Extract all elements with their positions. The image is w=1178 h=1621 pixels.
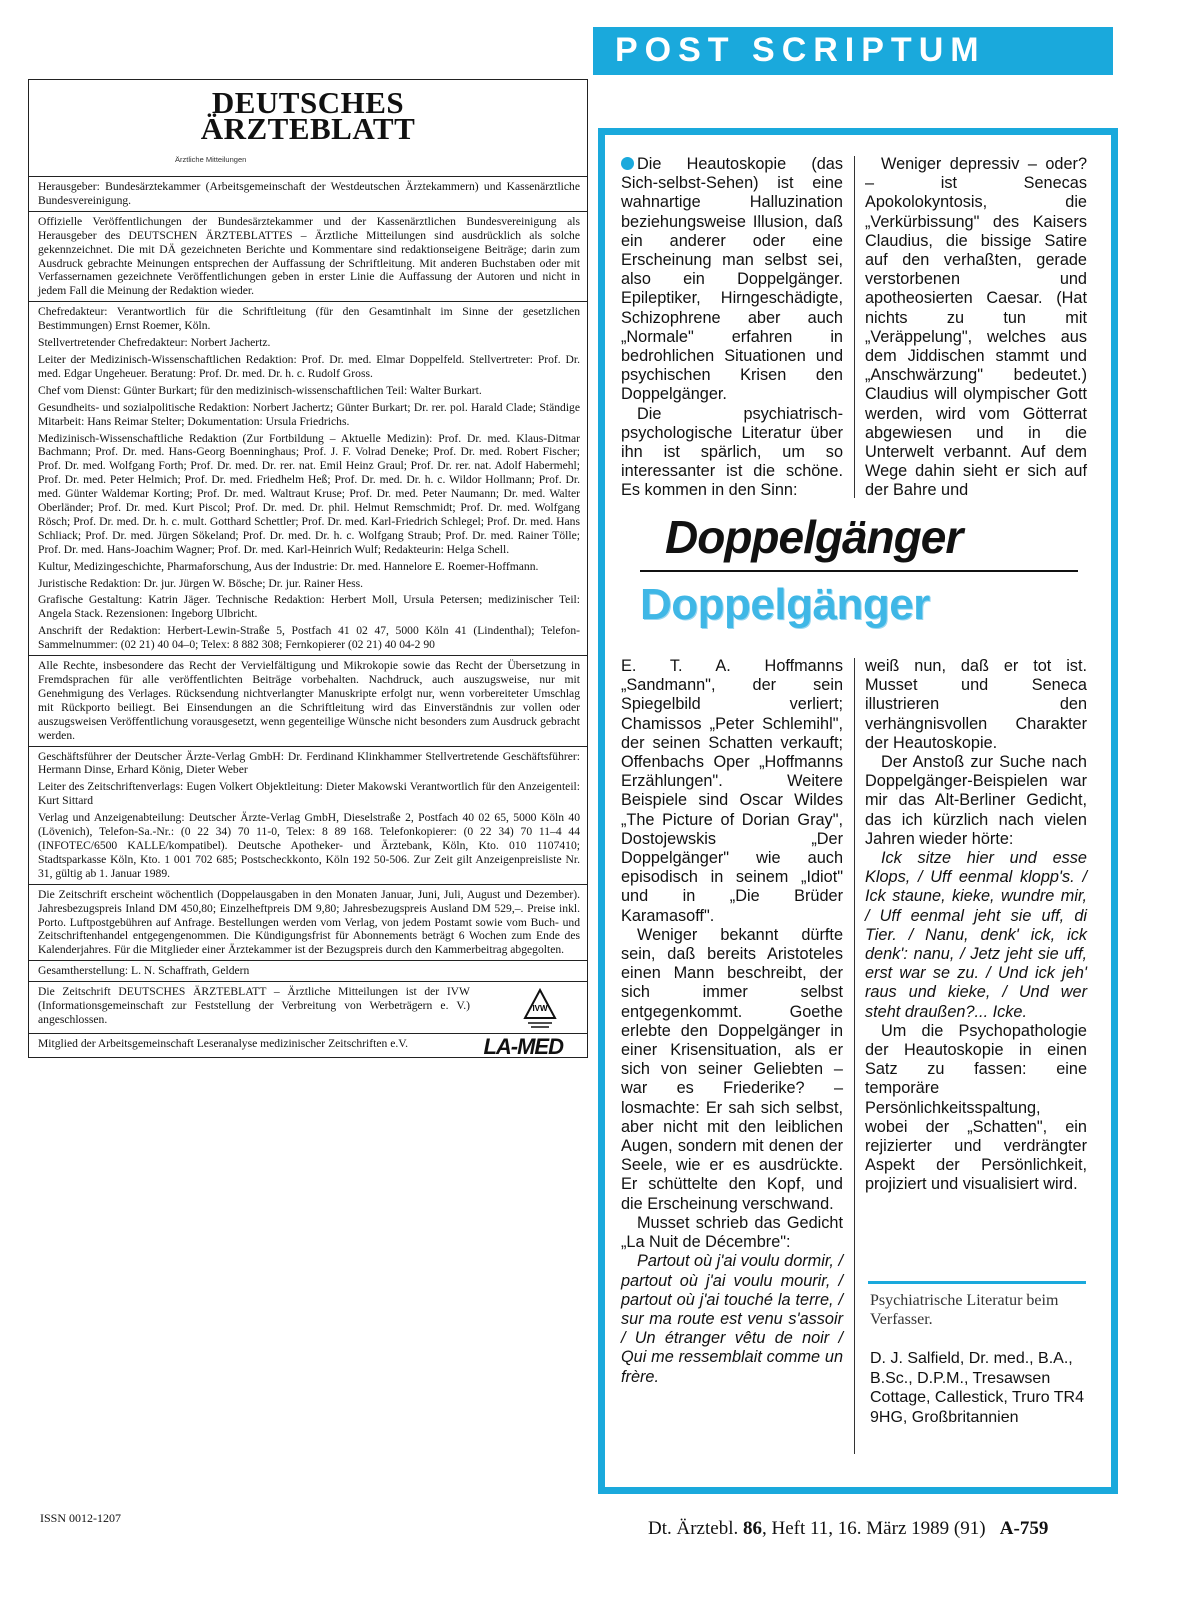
- paragraph: Die Heautoskopie (das Sich-selbst-Sehen) ist eine wahnartige Halluzination beziehungsweise Illusion, daß ein anderer oder eine Erscheinung man selbst sei, also ein Doppelgänger. Epileptiker, Hirngeschädigte, Schizophrene aber auch „Normale" erfahren in bedrohlichen Situationen und psychischen Krisen den Doppelgänger.: [621, 155, 843, 404]
- subscription-text: Die Zeitschrift erscheint wöchentlich (Doppelausgaben in den Monaten Januar, Juni, Juli, August und Dezember). Jahresbezugspreis Inland DM 450,80; Einzelheftpreis DM 9,80; Jahresbezugspreis Ausland DM 529,–. Preise inkl. Porto. Luftpostgebühren auf Anfrage. Bestellungen werden vom Verlag, von jedem Postamt sowie vom Buch- und Zeitschriftenhandel entgegengenommen. Die Kündigungsfrist für Abonnements beträgt 6 Wochen zum Ende des Kalenderjahres. Für die Mitglieder einer Ärztekammer ist der Bezugspreis durch den Kammerbeitrag abgegolten.: [38, 887, 580, 957]
- editor-entry: Medizinisch-Wissenschaftliche Redaktion (Zur Fortbildung – Aktuelle Medizin): Prof. Dr. med. Klaus-Ditmar Bachmann; Prof. Dr. med. Hans-Georg Boenninghaus; Prof. J. F. Volrad Deneke; Prof. Dr. med. Robert Fischer; Prof. Dr. med. Wolfgang Forth; Prof. Dr. med. Dr. rer. nat. Emil Heinz Graul; Prof. Dr. rer. nat. Adolf Habermehl; Prof. Dr. med. Peter Helmich; Prof. Dr. med. Friedhelm Heß; Prof. Dr. med. Dr. h. c. Wildor Hollmann; Prof. Dr. med. Günter Waldemar Korting; Prof. Dr. med. Waltraut Kruse; Prof. Dr. med. Peter Naumann; Dr. med. Walter Oberländer; Prof. Dr. med. Kurt Piscol; Prof. Dr. med. Dr. phil. Helmut Remschmidt; Prof. Dr. med. Wolfgang Rösch; Prof. Dr. med. Dr. h. c. mult. Gotthard Schettler; Prof. Dr. med. Karl-Friedrich Schlegel; Prof. Dr. med. Hans Schliack; Prof. Dr. med. Jürgen Sökeland; Prof. Dr. med. Dr. h. c. Wolfgang Straub; Prof. Dr. med. Rainer Tölle; Prof. Dr. med. Hans-Joachim Wagner; Prof. Dr. med. Karl-Heinrich Wulf; Redakteurin: Helga Schell.: [38, 431, 580, 556]
- publisher-text: Herausgeber: Bundesärztekammer (Arbeitsgemeinschaft der Westdeutschen Ärztekammern) und Kassenärztliche Bundesvereinigung.: [38, 180, 580, 207]
- paragraph: Um die Psychopathologie der Heautoskopie in einen Satz zu fassen: eine temporäre Persönlichkeitsspaltung, wobei der „Schatten", ein rejizierter und verdrängter Aspekt der Persönlichkeit, projiziert und visualisiert wird.: [865, 1021, 1087, 1194]
- management-entry: Geschäftsführer der Deutscher Ärzte-Verlag GmbH: Dr. Ferdinand Klinkhammer Stellvertretende Geschäftsführer: Hermann Dinse, Erhard König, Dieter Weber: [38, 749, 580, 777]
- editor-entry: Grafische Gestaltung: Katrin Jäger. Technische Redaktion: Herbert Moll, Ursula Petersen; medizinischer Teil: Angela Stack. Rezensionen: Ingeborg Ulbricht.: [38, 593, 580, 621]
- official-text: Offizielle Veröffentlichungen der Bundesärztekammer und der Kassenärztlichen Bundesvereinigung als Herausgeber des DEUTSCHEN ÄRZTEBLATTES – Ärztliche Mitteilungen sind ausdrücklich als solche gekennzeichnet. Die mit DÄ gezeichneten Berichte und Kommentare sind redaktionseigene Beiträge; darin zum Ausdruck gebrachte Meinungen entsprechen der Auffassung der Schriftleitung. Mit anderen Buchstaben oder mit Verfassernamen gezeichnete Veröffentlichungen geben in erster Linie die Auffassung der Autoren und nicht in jedem Fall die Meinung der Redaktion wieder.: [38, 214, 580, 298]
- management-entry: Verlag und Anzeigenabteilung: Deutscher Ärzte-Verlag GmbH, Dieselstraße 2, Postfach 40 02 65, 5000 Köln 40 (Lövenich), Telefon-Sa.-Nr.: (0 22 34) 70 11-0, Telex: 8 89 168. Telefonkopierer: (0 22 34) 70 11–4 44 (INFOTEC/6500 KALLE/kompatibel). Deutsche Apotheker- und Ärztebank, Köln, Kto. 010 1107410; Stadtsparkasse Köln, Kto. 1 001 702 685; Postscheckkonto, Köln 192 50-506. Zur Zeit gilt Anzeigenpreisliste Nr. 31, gültig ab 1. Januar 1989.: [38, 811, 580, 880]
- paragraph: Die psychiatrisch-psychologische Literatur über ihn ist spärlich, um so interessanter ist die schöne. Es kommen in den Sinn:: [621, 404, 843, 500]
- svg-text:IVW: IVW: [532, 1004, 548, 1014]
- footer-journal: Dt. Ärztebl.: [648, 1518, 739, 1539]
- editor-entry: Anschrift der Redaktion: Herbert-Lewin-Straße 5, Postfach 41 02 47, 5000 Köln 41 (Lindenthal); Telefon-Sammelnummer: (02 21) 40 04–0; Telex: 8 882 308; Fernkopierer (02 21) 40 04-2 90: [38, 624, 580, 652]
- banner-title: POST SCRIPTUM: [615, 31, 986, 69]
- imprint-box: [28, 79, 588, 1058]
- article-column-4: [865, 657, 1087, 1195]
- column-divider: [854, 658, 855, 1454]
- ivw-text: Die Zeitschrift DEUTSCHES ÄRZTEBLATT – Ärztliche Mitteilungen ist der IVW (Informationsgemeinschaft zur Feststellung der Verbreitung von Werbeträgern e. V.) angeschlossen.: [38, 985, 470, 1026]
- footer-issue: , Heft 11, 16. März 1989 (91): [761, 1518, 986, 1539]
- editor-entry: Chefredakteur: Verantwortlich für die Schriftleitung (für den Gesamtinhalt im Sinne der gesetzlichen Bestimmungen) Ernst Roemer, Köln.: [38, 305, 580, 333]
- footer-volume: 86: [742, 1518, 762, 1539]
- editor-entry: Stellvertretender Chefredakteur: Norbert Jachertz.: [38, 336, 271, 350]
- headline-dark: Doppelgänger: [665, 511, 963, 563]
- production-section: [29, 961, 587, 982]
- poem-quote: Partout où j'ai voulu dormir, / partout où j'ai voulu mourir, / partout où j'ai touché la terre, / sur ma route est venu s'assoir / Un étranger vêtu de noir / Qui me ressemblait comme un frère.: [621, 1252, 843, 1386]
- article-column-2: [865, 155, 1087, 501]
- footer-page-number: A-759: [999, 1518, 1049, 1539]
- headline-rule: [640, 570, 1078, 572]
- article-column-3: [621, 657, 843, 1387]
- masthead-title-line2: ÄRZTEBLATT: [200, 111, 416, 146]
- management-entry: Leiter des Zeitschriftenverlags: Eugen Volkert Objektleitung: Dieter Makowski Verantwortlich für den Anzeigenteil: Kurt Sittard: [38, 780, 580, 808]
- lamed-section: [29, 1034, 587, 1057]
- rights-section: [29, 656, 587, 746]
- ivw-section: [29, 982, 587, 1034]
- paragraph: E. T. A. Hoffmanns „Sandmann", der sein Spiegelbild verliert; Chamissos „Peter Schlemihl", der seinen Schatten verkauft; Offenbachs Oper „Hoffmanns Erzählungen". Weitere Beispiele sind Oscar Wildes „The Picture of Dorian Gray", Dostojewskis „Der Doppelgänger" wie auch episodisch in seinem „Idiot" und in „Die Brüder Karamasoff".: [621, 657, 843, 925]
- author-address: D. J. Salfield, Dr. med., B.A., B.Sc., D.P.M., Tresawsen Cottage, Callestick, Truro TR4 9HG, Großbritannien: [870, 1350, 1085, 1426]
- paragraph: Musset schrieb das Gedicht „La Nuit de Décembre":: [621, 1213, 843, 1252]
- column-divider: [854, 156, 855, 498]
- editor-entry: Leiter der Medizinisch-Wissenschaftlichen Redaktion: Prof. Dr. med. Elmar Doppelfeld. Stellvertreter: Prof. Dr. med. Edgar Ungeheuer. Beratung: Prof. Dr. med. Dr. h. c. Rudolf Gross.: [38, 352, 580, 380]
- page-footer: [648, 1518, 1048, 1540]
- editor-entry: Gesundheits- und sozialpolitische Redaktion: Norbert Jachertz; Günter Burkart; Dr. rer. pol. Harald Clade; Ständige Mitarbeit: Hans Reimar Stelter; Dokumentation: Ursula Friedrichs.: [38, 400, 580, 428]
- official-section: [29, 212, 587, 302]
- ivw-logo-icon: [523, 988, 557, 1030]
- masthead-subtitle: Ärztliche Mitteilungen: [175, 155, 247, 164]
- headline-blue: Doppelgänger: [640, 580, 930, 629]
- masthead-title-line1: DEUTSCHES: [211, 85, 405, 120]
- paragraph: Weniger bekannt dürfte sein, daß bereits Aristoteles einen Mann beschreibt, der sich immer selbst entgegenkommt. Goethe erlebte den Doppelgänger in einer Krisensituation, als er sich von seiner Geliebten – war es Friederike? – losmachte: Er sah sich selbst, aber nicht mit den leiblichen Augen, sondern mit denen der Seele, wie er es ausdrückte. Er schüttelte den Kopf, und die Erscheinung verschwand.: [621, 925, 843, 1213]
- reference-rule: [868, 1281, 1086, 1284]
- post-scriptum-banner: [593, 27, 1113, 75]
- paragraph: Der Anstoß zur Suche nach Doppelgänger-Beispielen war mir das Alt-Berliner Gedicht, das ich kürzlich nach vielen Jahren wieder hörte:: [865, 753, 1087, 848]
- lamed-text: Mitglied der Arbeitsgemeinschaft Leseranalyse medizinischer Zeitschriften e.V.: [38, 1036, 409, 1050]
- subscription-section: [29, 885, 587, 962]
- editor-entry: Chef vom Dienst: Günter Burkart; für den medizinisch-wissenschaftlichen Teil: Walter Burkart.: [38, 383, 482, 397]
- reference-note: Psychiatrische Literatur beim Verfasser.: [870, 1292, 1059, 1328]
- production-text: Gesamtherstellung: L. N. Schaffrath, Geldern: [38, 964, 250, 978]
- lamed-logo: LA-MED: [483, 1033, 563, 1059]
- bullet-icon: [621, 157, 634, 170]
- poem-quote: Ick sitze hier und esse Klops, / Uff eenmal klopp's. / Ick staune, kieke, wundre mir, / Uff eenmal jeht sie uff, di Tier. / Nanu, denk' ick, ick denk': nanu, / Jetz jeht sie uff, erst war se zu. / Und ick jeh' raus und kieke, / Und wer steht draußen?... Icke.: [865, 849, 1087, 1021]
- editors-section: [29, 302, 587, 656]
- management-section: [29, 747, 587, 885]
- paragraph: Weniger depressiv – oder? – ist Senecas Apokolokyntosis, die „Verkürbissung" des Kaisers Claudius, die bissige Satire auf den verhaßten, gerade verstorbenen und apotheosierten Caesar. (Hat nichts zu tun mit „Veräppelung", welches aus dem Jiddischen stammt und „Anschwärzung" bedeutet.) Claudius will olympischer Gott werden, wird vom Götterrat abgewiesen und in die Unterwelt verbannt. Auf dem Wege dahin sieht er sich auf der Bahre und: [865, 155, 1087, 500]
- editor-entry: Kultur, Medizingeschichte, Pharmaforschung, Aus der Industrie: Dr. med. Hannelore E. Roemer-Hoffmann.: [38, 559, 539, 573]
- editor-entry: Juristische Redaktion: Dr. jur. Jürgen W. Bösche; Dr. jur. Rainer Hess.: [38, 576, 364, 590]
- paragraph: weiß nun, daß er tot ist. Musset und Seneca illustrieren den verhängnisvollen Charakter der Heautoskopie.: [865, 657, 1087, 752]
- article-column-1: [621, 155, 843, 501]
- issn: ISSN 0012-1207: [40, 1511, 122, 1525]
- masthead: [29, 80, 587, 177]
- rights-text: Alle Rechte, insbesondere das Recht der Vervielfältigung und Mikrokopie sowie das Recht der Übersetzung in Fremdsprachen für alle veröffentlichten Beiträge vorbehalten. Nachdruck, auch auszugsweise, nur mit Genehmigung des Verlages. Rücksendung nichtverlangter Manuskripte erfolgt nur, wenn vorbereiteter Umschlag mit Rückporto beiliegt. Bei Einsendungen an die Schriftleitung wird das Einverständnis zur vollen oder auszugsweisen Veröffentlichung vorausgesetzt, wenn gegenteilige Wünsche nicht besonders zum Ausdruck gebracht werden.: [38, 659, 580, 742]
- publisher-section: [29, 177, 587, 212]
